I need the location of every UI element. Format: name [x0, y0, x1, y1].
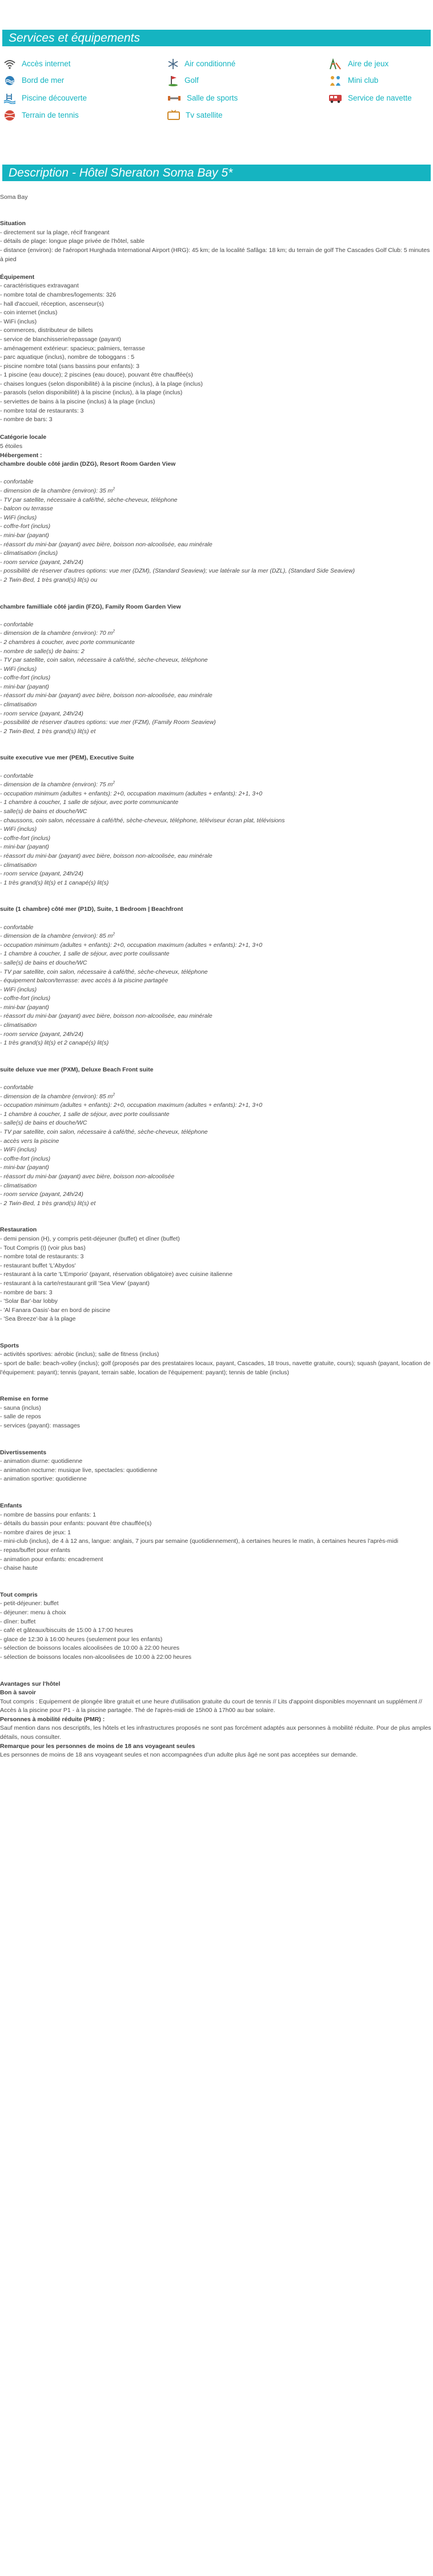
pmr-heading: Personnes à mobilité réduite (PMR) : — [0, 1715, 105, 1723]
pool-icon — [3, 93, 16, 104]
room-feature: - nombre de salle(s) de bains: 2 — [0, 647, 85, 655]
list-item: - piscine nombre total (sans bassins pour enfants): 3 — [0, 362, 139, 370]
list-item: - restaurant à la carte 'L'Emporio' (payant, réservation obligatoire) avec cuisine italienne — [0, 1271, 232, 1278]
amenity-gym: Salle de sports — [167, 91, 238, 105]
room-feature: - réassort du mini-bar (payant) avec bière, boisson non-alcoolisée, eau minérale — [0, 852, 213, 859]
list-item: - serviettes de bains à la piscine (inclus) à la plage (inclus) — [0, 398, 155, 406]
room-feature: - climatisation — [0, 861, 37, 869]
room-title: suite executive vue mer (PEM), Executive Suite — [0, 754, 134, 762]
room-feature: - mini-bar (payant) — [0, 683, 49, 690]
room-feature: - confortable — [0, 772, 34, 779]
tennis-icon — [3, 110, 16, 121]
room-title: suite deluxe vue mer (PXM), Deluxe Beach Front suite — [0, 1066, 154, 1073]
list-item: - parasols (selon disponibilité) à la piscine (inclus), à la plage (inclus) — [0, 389, 183, 397]
room-feature: - coffre-fort (inclus) — [0, 674, 51, 682]
list-item: - 'Al Fanara Oasis'-bar en bord de piscine — [0, 1306, 111, 1314]
room-feature: - mini-bar (payant) — [0, 1003, 49, 1011]
good-to-know-text: Tout compris : Equipement de plongée libre gratuit et une heure d'utilisation gratuite du court de tennis // Lits d'appoint disponibles moyennant un supplément // Accès à la piscine pour P1 - à la piscine partagée. Thé de l'après-midi de 15h00 à 17h00 au bar solaire. — [0, 1698, 422, 1714]
room-feature: - équipement balcon/terrasse: avec accès à la piscine partagée — [0, 977, 169, 985]
room-feature: - mini-bar (payant) — [0, 531, 49, 539]
wellness-list — [0, 1404, 433, 1431]
list-item: - directement sur la plage, récif frangeant — [0, 229, 110, 236]
location-name: Soma Bay — [0, 193, 28, 201]
room-feature: - climatisation (inclus) — [0, 550, 58, 557]
category-heading: Catégorie locale — [0, 434, 47, 441]
amenity-outdoor-pool: Piscine découverte — [3, 91, 87, 105]
children-heading: Enfants — [0, 1502, 22, 1509]
list-item: - café et gâteaux/biscuits de 15:00 à 17:00 heures — [0, 1627, 133, 1634]
room-feature: - mini-bar (payant) — [0, 843, 49, 851]
shuttle-icon — [328, 93, 342, 103]
amenity-shuttle: Service de navette — [328, 91, 412, 105]
list-item: - nombre de bars: 3 — [0, 1289, 53, 1296]
list-item: - distance (environ): de l'aéroport Hurghada International Airport (HRG): 45 km; de la localité Safâga: 18 km; du terrain de golf The Cascades Golf Club: 5 minutes à pied — [0, 246, 430, 263]
list-item: - dîner: buffet — [0, 1618, 36, 1625]
minors-remark-heading: Remarque pour les personnes de moins de 18 ans voyageant seules — [0, 1742, 195, 1750]
room-feature: - 1 chambre à coucher, 1 salle de séjour, avec porte coulissante — [0, 1110, 170, 1118]
room-feature: - TV par satellite, coin salon, nécessaire à café/thé, sèche-cheveux, téléphone — [0, 1129, 208, 1135]
equipment-heading: Équipement — [0, 273, 35, 281]
room-feature: - balcon ou terrasse — [0, 505, 53, 513]
list-item: - caractéristiques extravagant — [0, 282, 79, 290]
amenity-golf: Golf — [167, 74, 199, 87]
amenity-internet: Accès internet — [3, 57, 71, 71]
room-feature: - occupation minimum (adultes + enfants): 2+0, occupation maximum (adultes + enfants): 2+1, 3+0 — [0, 790, 263, 797]
room-feature: - 1 chambre à coucher, 1 salle de séjour, avec porte coulissante — [0, 950, 170, 958]
wifi-icon — [3, 59, 16, 69]
room-feature: - possibilité de réserver d'autres options: vue mer (DZM), (Standard Seaview); vue latérale sur la mer (DZL), (Standard Side Seaview) — [0, 567, 355, 575]
list-item: - sélection de boissons locales alcoolisées de 10:00 à 22:00 heures — [0, 1645, 180, 1652]
restauration-heading: Restauration — [0, 1226, 37, 1234]
list-item: - demi pension (H), y compris petit-déjeuner (buffet) et dîner (buffet) — [0, 1235, 180, 1242]
list-item: - glace de 12:30 à 16:00 heures (seulement pour les enfants) — [0, 1635, 163, 1643]
list-item: - restaurant buffet 'L'Abydos' — [0, 1262, 76, 1269]
room-feature: - salle(s) de bains et douche/WC — [0, 808, 87, 815]
accommodation-heading: Hébergement : — [0, 451, 42, 459]
room-feature: - 2 chambres à coucher, avec porte communicante — [0, 638, 135, 646]
room-feature: - room service (payant, 24h/24) — [0, 1030, 83, 1038]
hotel-advantages-heading: Avantages sur l'hôtel — [0, 1680, 61, 1687]
list-item: - 1 piscine (eau douce); 2 piscines (eau douce), pouvant être chauffée(s) — [0, 371, 193, 379]
room-feature: - possibilité de réserver d'autres options: vue mer (FZM), (Family Room Seaview) — [0, 719, 216, 726]
list-item: - nombre total de restaurants: 3 — [0, 1253, 84, 1261]
list-item: - nombre total de restaurants: 3 — [0, 407, 84, 414]
room-feature: - coffre-fort (inclus) — [0, 995, 51, 1002]
room-feature: - room service (payant, 24h/24) — [0, 870, 83, 878]
list-item: - 'Sea Breeze'-bar à la plage — [0, 1315, 76, 1323]
amenity-tennis: Terrain de tennis — [3, 109, 79, 122]
list-item: - animation diurne: quotidienne — [0, 1458, 83, 1465]
amenity-mini-club: Mini club — [328, 74, 378, 87]
entertainment-list — [0, 1457, 433, 1484]
amenity-seaside: Bord de mer — [3, 74, 64, 87]
room-feature: - 1 très grand(s) lit(s) et 1 canapé(s) lit(s) — [0, 879, 109, 886]
list-item: - détails de plage: longue plage privée de l'hôtel, sable — [0, 238, 145, 245]
playground-icon — [328, 58, 342, 70]
list-item: - chaise haute — [0, 1565, 38, 1572]
room-feature: - WiFi (inclus) — [0, 826, 37, 833]
sports-list — [0, 1350, 433, 1377]
room-feature: - confortable — [0, 923, 34, 931]
room-feature: - TV par satellite, coin salon, nécessaire à café/thé, sèche-cheveux, téléphone — [0, 657, 208, 664]
situation-list — [0, 229, 433, 264]
all-inclusive-heading: Tout compris — [0, 1591, 38, 1598]
room-feature: - room service (payant, 24h/24) — [0, 558, 83, 566]
room-feature: - accès vers la piscine — [0, 1137, 59, 1145]
room-feature: - dimension de la chambre (environ): 70 $m^2$ — [0, 629, 115, 637]
list-item: - WiFi (inclus) — [0, 318, 37, 325]
list-item: - nombre total de chambres/logements: 326 — [0, 291, 117, 298]
room-feature: - réassort du mini-bar (payant) avec bière, boisson non-alcoolisée, eau minérale — [0, 692, 213, 699]
room-feature: - 2 Twin-Bed, 1 très grand(s) lit(s) et — [0, 727, 96, 735]
amenity-playground: Aire de jeux — [328, 57, 388, 71]
room-feature: - 1 très grand(s) lit(s) et 2 canapé(s) lit(s) — [0, 1039, 109, 1047]
list-item: - aménagement extérieur: spacieux; palmiers, terrasse — [0, 345, 145, 352]
kids-icon — [328, 75, 342, 86]
list-item: - nombre de bassins pour enfants: 1 — [0, 1511, 97, 1518]
list-item: - petit-déjeuner: buffet — [0, 1600, 59, 1607]
services-title-band: Services et équipements — [2, 30, 431, 46]
list-item: - repas/buffet pour enfants — [0, 1546, 70, 1554]
entertainment-heading: Divertissements — [0, 1449, 47, 1456]
room-feature: - coffre-fort (inclus) — [0, 523, 51, 530]
list-item: - 'Solar Bar'-bar lobby — [0, 1298, 58, 1305]
wellness-heading: Remise en forme — [0, 1395, 49, 1403]
equipment-list — [0, 282, 433, 425]
list-item: - déjeuner: menu à choix — [0, 1609, 66, 1616]
list-item: - sélection de boissons locales non-alcoolisées de 10:00 à 22:00 heures — [0, 1653, 192, 1661]
room-feature: - salle(s) de bains et douche/WC — [0, 1119, 87, 1127]
amenity-satellite-tv: Tv satellite — [167, 109, 223, 122]
room-feature: - mini-bar (payant) — [0, 1164, 49, 1171]
room-feature: - room service (payant, 24h/24) — [0, 1191, 83, 1198]
list-item: - coin internet (inclus) — [0, 309, 58, 317]
room-feature: - 1 chambre à coucher, 1 salle de séjour, avec porte communicante — [0, 799, 179, 806]
room-title: suite (1 chambre) côté mer (P1D), Suite, 1 Bedroom | Beachfront — [0, 906, 183, 913]
list-item: - restaurant à la carte/restaurant grill 'Sea View' (payant) — [0, 1279, 150, 1287]
room-feature: - coffre-fort (inclus) — [0, 834, 51, 842]
list-item: - détails du bassin pour enfants: pouvant être chauffée(s) — [0, 1520, 152, 1527]
situation-heading: Situation — [0, 220, 26, 227]
room-feature: - coffre-fort (inclus) — [0, 1155, 51, 1162]
list-item: - sport de balle: beach-volley (inclus); golf (proposés par des prestataires locaux, payant, Cascades, 18 trous, navette gratuite, cours); squash (payant, location de l'équipement: payant); tennis (payant, terrain sable, location de l'équipement: payant); tennis de table (inclus) — [0, 1360, 431, 1376]
list-item: - animation pour enfants: encadrement — [0, 1555, 103, 1563]
snowflake-icon — [167, 58, 179, 70]
category-stars: 5 étoiles — [0, 443, 23, 450]
list-item: - service de blanchisserie/repassage (payant) — [0, 335, 121, 343]
list-item: - chaises longues (selon disponibilité) à la piscine (inclus), à la plage (inclus) — [0, 380, 203, 387]
room-feature: - confortable — [0, 1084, 34, 1091]
list-item: - Tout Compris (I) (voir plus bas) — [0, 1244, 86, 1251]
room-feature: - climatisation — [0, 1022, 37, 1029]
room-feature: - WiFi (inclus) — [0, 1146, 37, 1154]
room-feature: - room service (payant, 24h/24) — [0, 710, 83, 717]
room-feature: - climatisation — [0, 1182, 37, 1189]
waves-icon — [3, 75, 16, 86]
room-feature: - TV par satellite, nécessaire à café/thé, sèche-cheveux, téléphone — [0, 496, 178, 503]
room-feature: - dimension de la chambre (environ): 85 $m^2$ — [0, 1093, 115, 1100]
children-list — [0, 1511, 433, 1573]
room-title: chambre familliale côté jardin (FZG), Family Room Garden View — [0, 603, 181, 610]
room-feature: - confortable — [0, 478, 34, 486]
sports-heading: Sports — [0, 1342, 19, 1349]
room-feature: - occupation minimum (adultes + enfants): 2+0, occupation maximum (adultes + enfants): 2+1, 3+0 — [0, 941, 263, 949]
list-item: - nombre d'aires de jeux: 1 — [0, 1529, 71, 1536]
room-feature: - occupation minimum (adultes + enfants): 2+0, occupation maximum (adultes + enfants): 2+1, 3+0 — [0, 1102, 263, 1109]
tv-icon — [167, 110, 180, 121]
room-feature: - 2 Twin-Bed, 1 très grand(s) lit(s) ou — [0, 576, 98, 583]
room-feature: - réassort du mini-bar (payant) avec bière, boisson non-alcoolisée, eau minérale — [0, 1013, 213, 1020]
dumbbell-icon — [167, 94, 181, 103]
list-item: - parc aquatique (inclus), nombre de toboggans : 5 — [0, 354, 135, 361]
restauration-list — [0, 1235, 433, 1324]
room-feature: - TV par satellite, coin salon, nécessaire à café/thé, sèche-cheveux, téléphone — [0, 968, 208, 975]
room-feature: - WiFi (inclus) — [0, 514, 37, 521]
list-item: - activités sportives: aérobic (inclus); salle de fitness (inclus) — [0, 1351, 159, 1358]
room-types — [0, 460, 433, 1226]
room-feature: - réassort du mini-bar (payant) avec bière, boisson non-alcoolisée — [0, 1173, 175, 1180]
room-feature: - climatisation — [0, 701, 37, 709]
room-title: chambre double côté jardin (DZG), Resort Room Garden View — [0, 461, 176, 468]
room-feature: - confortable — [0, 621, 34, 628]
description-title-band: Description - Hôtel Sheraton Soma Bay 5* — [2, 165, 431, 181]
pmr-text: Sauf mention dans nos descriptifs, les hôtels et les infrastructures proposés ne sont pas forcément adaptés aux personnes à mobilité réduite. Pour de plus amples détails, nous consulter. — [0, 1725, 431, 1741]
list-item: - services (payant): massages — [0, 1422, 81, 1430]
amenity-air-conditioning: Air conditionné — [167, 57, 235, 71]
list-item: - salle de repos — [0, 1413, 41, 1421]
list-item: - animation nocturne: musique live, spectacles: quotidienne — [0, 1466, 158, 1474]
room-feature: - dimension de la chambre (environ): 75 $m^2$ — [0, 781, 115, 789]
list-item: - hall d'accueil, réception, ascenseur(s) — [0, 300, 104, 307]
all-inclusive-list — [0, 1599, 433, 1662]
good-to-know-heading: Bon à savoir — [0, 1689, 37, 1697]
list-item: - sauna (inclus) — [0, 1404, 41, 1411]
room-feature: - dimension de la chambre (environ): 85 $m^2$ — [0, 932, 115, 940]
room-feature: - WiFi (inclus) — [0, 665, 37, 673]
list-item: - nombre de bars: 3 — [0, 416, 53, 423]
minors-remark-text: Les personnes de moins de 18 ans voyageant seules et non accompagnées d'un adulte plus âgé ne sont pas acceptées sur demande. — [0, 1751, 358, 1759]
room-feature: - 2 Twin-Bed, 1 très grand(s) lit(s) et — [0, 1199, 96, 1207]
room-feature: - réassort du mini-bar (payant) avec bière, boisson non-alcoolisée, eau minérale — [0, 541, 213, 548]
room-feature: - WiFi (inclus) — [0, 986, 37, 993]
room-feature: - chaussons, coin salon, nécessaire à café/thé, sèche-cheveux, téléphone, téléviseur écran plat, télévisions — [0, 817, 285, 824]
list-item: - animation sportive: quotidienne — [0, 1475, 87, 1483]
room-feature: - salle(s) de bains et douche/WC — [0, 959, 87, 966]
list-item: - commerces, distributeur de billets — [0, 327, 93, 334]
amenities-grid — [0, 46, 433, 161]
room-feature: - dimension de la chambre (environ): 35 $m^2$ — [0, 487, 115, 494]
list-item: - mini-club (inclus), de 4 à 12 ans, langue: anglais, 7 jours par semaine (quotidiennement), à certaines heures le matin, à certaines heures l'après-midi — [0, 1538, 399, 1545]
hotel-description — [0, 181, 433, 1760]
golf-icon — [167, 75, 179, 86]
